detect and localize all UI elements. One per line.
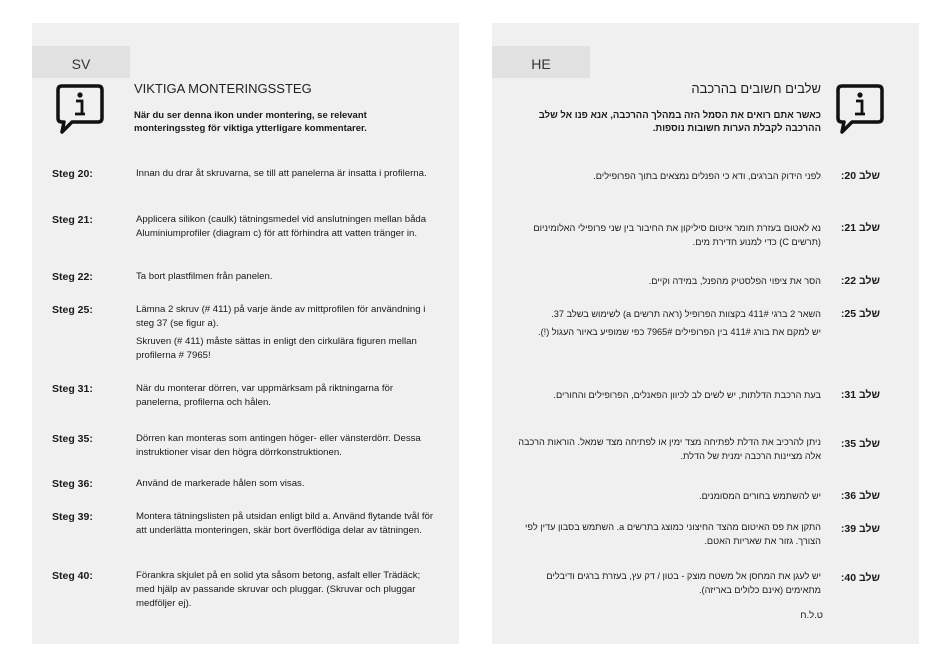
step-text: הסר את ציפוי הפלסטיק מהפנל, במידה וקיים. — [648, 276, 821, 286]
step-text-note: יש למקם את בורג 411# בין הפרופילים 7965# כפי שמופיע באיור העגול (!). — [538, 327, 821, 337]
language-tab-sv: SV — [32, 46, 130, 78]
step-text: יש לעגן את המחסן אל משטח מוצק - בטון / דק עץ, בעזרת ברגים ודיבלים מתאימים (אינם כלולים באריזה). — [546, 571, 821, 595]
step-text: נא לאטום בעזרת חומר איטום סיליקון את החיבור בין שני פרופילי האלומיניום (תרשים C) כדי למנוע חדירת מים. — [533, 223, 821, 247]
step-label: Steg 39: — [52, 511, 93, 523]
step-label: Steg 25: — [52, 304, 93, 316]
page-he — [492, 23, 919, 644]
step-text: Förankra skjulet på en solid yta såsom betong, asfalt eller Trädäck; med hjälp av passande skruvar och pluggar. (Skruvar och pluggar medföljer ej). — [136, 570, 421, 609]
step-text: Ta bort plastfilmen från panelen. — [136, 271, 273, 282]
step-text: Montera tätningslisten på utsidan enligt bild a. Använd flytande tvål för att underlätta monteringen, skär bort överflödiga delar av tätningen. — [136, 511, 434, 536]
step-label: שלב 36: — [840, 490, 880, 502]
page-title: שלבים חשובים בהרכבה — [691, 81, 821, 96]
step-text: Lämna 2 skruv (# 411) på varje ände av mittprofilen för användning i steg 37 (se figur a). — [136, 304, 426, 329]
step-label: Steg 36: — [52, 478, 93, 490]
step-text: התקן את פס האיטום מהצד החיצוני כמוצג בתרשים a. השתמש בסבון עדין לפי הצורך. גזור את שאריות האטם. — [525, 522, 821, 546]
step-label: Steg 40: — [52, 570, 93, 582]
intro-text: När du ser denna ikon under montering, se relevant monteringssteg för viktiga ytterligare kommentarer. — [134, 110, 367, 134]
page-title: VIKTIGA MONTERINGSSTEG — [134, 81, 312, 96]
step-text: לפני הידוק הברגים, ודא כי הפנלים נמצאים בתוך הפרופילים. — [593, 171, 821, 181]
page-sv — [32, 23, 459, 644]
step-label: Steg 22: — [52, 271, 93, 283]
info-icon — [834, 82, 886, 134]
step-label: Steg 35: — [52, 433, 93, 445]
page-number: ט.ל.ח — [800, 610, 823, 621]
step-label: שלב 35: — [840, 438, 880, 450]
step-label: Steg 20: — [52, 168, 93, 180]
intro-text: כאשר אתם רואים את הסמל הזה במהלך ההרכבה, אנא פנו אל שלב ההרכבה לקבלת הערות חשובות נוספות. — [538, 110, 821, 134]
step-text: השאר 2 ברגי 411# בקצוות הפרופיל (ראה תרשים a) לשימוש בשלב 37. — [551, 309, 821, 319]
step-text: Innan du drar åt skruvarna, se till att panelerna är insatta i profilerna. — [136, 168, 427, 179]
step-text: ניתן להרכיב את הדלת לפתיחה מצד ימין או לפתיחה מצד שמאל. הוראות הרכבה אלה מציינות הרכבה ימנית של הדלת. — [518, 437, 821, 461]
step-text: Dörren kan monteras som antingen höger- eller vänsterdörr. Dessa instruktioner visar den högra dörrkonstruktionen. — [136, 433, 421, 458]
step-label: שלב 20: — [840, 170, 880, 182]
step-label: שלב 31: — [840, 389, 880, 401]
language-tab-he: HE — [492, 46, 590, 78]
step-text: יש להשתמש בחורים המסומנים. — [699, 491, 821, 501]
step-text: Använd de markerade hålen som visas. — [136, 478, 305, 489]
step-label: שלב 39: — [840, 523, 880, 535]
info-icon — [54, 82, 106, 134]
step-text: Applicera silikon (caulk) tätningsmedel vid anslutningen mellan båda Aluminiumprofiler (diagram c) för att förhindra att vatten tränger in. — [136, 214, 427, 239]
step-label: שלב 25: — [840, 308, 880, 320]
step-label: שלב 22: — [840, 275, 880, 287]
step-text: בעת הרכבת הדלתות, יש לשים לב לכיוון הפאנלים, הפרופילים והחורים. — [553, 390, 821, 400]
step-label: שלב 21: — [840, 222, 880, 234]
step-label: Steg 21: — [52, 214, 93, 226]
step-text-note: Skruven (# 411) måste sättas in enligt den cirkulära figuren mellan profilerna # 7965! — [136, 336, 417, 361]
step-label: Steg 31: — [52, 383, 93, 395]
step-text: När du monterar dörren, var uppmärksam på riktningarna för panelerna, profilerna och hålen. — [136, 383, 394, 408]
step-label: שלב 40: — [840, 572, 880, 584]
